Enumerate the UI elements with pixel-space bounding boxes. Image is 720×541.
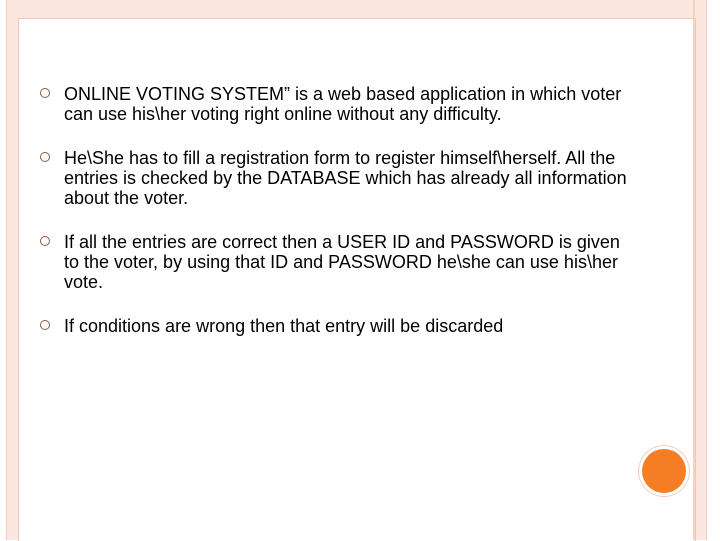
- left-frame-line: [6, 0, 7, 540]
- bullet-item-1: [40, 84, 630, 124]
- orange-circle-accent: [642, 449, 686, 493]
- circle-bullet-icon: [40, 236, 50, 246]
- bullet-item-3: [40, 232, 630, 292]
- bullet-list: [40, 84, 630, 360]
- circle-bullet-icon: [40, 88, 50, 98]
- bullet-item-2: [40, 148, 630, 208]
- bullet-item-4: [40, 316, 630, 336]
- right-frame-line: [706, 0, 707, 540]
- bullet-text: He\She has to fill a registration form to register himself\herself. All the entries is checked by the DATABASE which has already all information about the voter.: [64, 148, 627, 208]
- circle-bullet-icon: [40, 152, 50, 162]
- right-accent-line: [693, 0, 695, 540]
- circle-bullet-icon: [40, 320, 50, 330]
- bullet-text: If all the entries are correct then a USER ID and PASSWORD is given to the voter, by using that ID and PASSWORD he\she can use his\her vote.: [64, 232, 620, 292]
- bullet-text: If conditions are wrong then that entry will be discarded: [64, 316, 504, 336]
- bullet-text: ONLINE VOTING SYSTEM” is a web based application in which voter can use his\her voting right online without any difficulty.: [64, 84, 622, 124]
